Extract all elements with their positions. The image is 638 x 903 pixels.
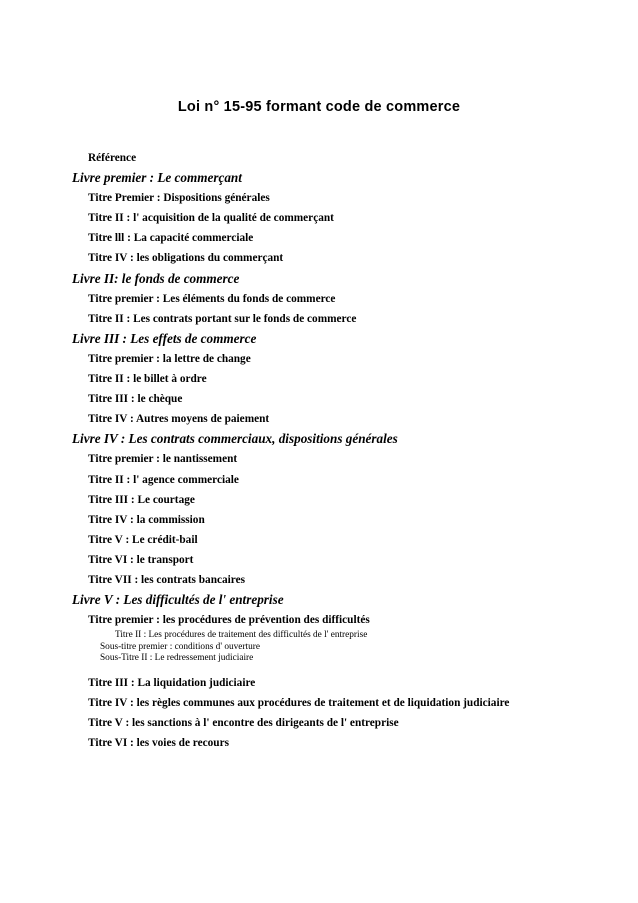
toc-entry: Titre premier : les procédures de prévention des difficultés	[88, 614, 370, 627]
toc-entry: Titre II : l' acquisition de la qualité de commerçant	[88, 212, 334, 225]
toc-entry: Titre V : Le crédit-bail	[88, 533, 198, 546]
toc-entry: Titre VI : le transport	[88, 553, 194, 566]
toc-book-heading: Livre IV : Les contrats commerciaux, dispositions générales	[72, 431, 398, 447]
toc-entry: Titre Premier : Dispositions générales	[88, 192, 270, 205]
toc-entry: Titre lll : La capacité commerciale	[88, 232, 254, 245]
toc-entry: Référence	[88, 152, 137, 164]
toc-entry: Sous-titre premier : conditions d' ouverture	[100, 641, 260, 652]
toc-entry: Titre premier : la lettre de change	[88, 352, 251, 365]
toc-entry: Titre V : les sanctions à l' encontre des dirigeants de l' entreprise	[88, 717, 399, 730]
toc-entry: Titre III : le chèque	[88, 393, 183, 406]
toc-entry: Titre VII : les contrats bancaires	[88, 573, 245, 586]
page-title: Loi n° 15-95 formant code de commerce	[177, 98, 461, 115]
toc-entry: Titre premier : le nantissement	[88, 453, 238, 466]
toc-entry: Titre premier : Les éléments du fonds de commerce	[88, 292, 336, 305]
toc-entry: Titre II : l' agence commerciale	[88, 473, 239, 486]
toc-entry: Titre II : le billet à ordre	[88, 373, 207, 386]
toc-entry: Titre IV : les règles communes aux procédures de traitement et de liquidation judiciaire	[88, 697, 510, 710]
toc-entry: Titre VI : les voies de recours	[88, 737, 229, 750]
toc-book-heading: Livre II: le fonds de commerce	[72, 270, 240, 286]
toc-entry: Titre III : Le courtage	[88, 493, 195, 506]
toc-entry: Titre IV : les obligations du commerçant	[88, 252, 284, 265]
toc-book-heading: Livre V : Les difficultés de l' entreprise	[72, 592, 284, 608]
toc-entry: Titre IV : Autres moyens de paiement	[88, 413, 270, 426]
toc-entry: Titre II : Les procédures de traitement des difficultés de l' entreprise	[115, 630, 368, 641]
table-of-contents	[0, 148, 638, 753]
toc-book-heading: Livre III : Les effets de commerce	[72, 330, 257, 346]
toc-book-heading: Livre premier : Le commerçant	[72, 170, 242, 186]
toc-entry: Titre II : Les contrats portant sur le fonds de commerce	[88, 312, 357, 325]
toc-entry: Titre IV : la commission	[88, 513, 205, 526]
toc-entry: Titre III : La liquidation judiciaire	[88, 677, 256, 690]
toc-entry: Sous-Titre II : Le redressement judiciaire	[100, 653, 254, 664]
